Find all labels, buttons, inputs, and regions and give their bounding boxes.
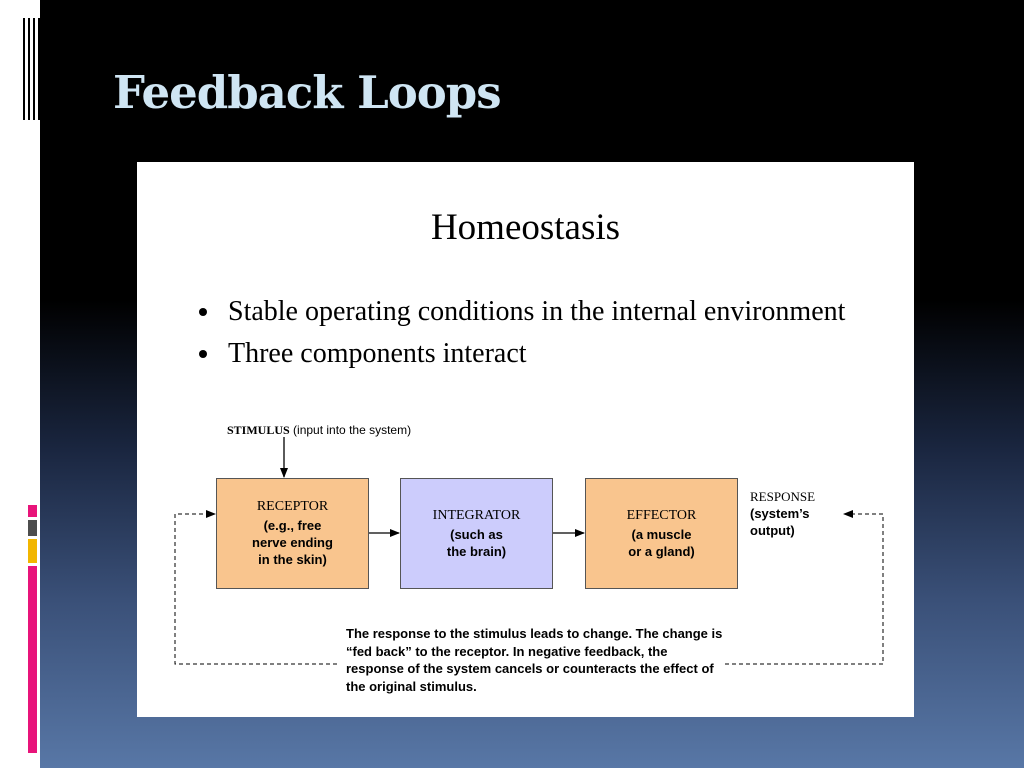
accent-bar-pink-long [28, 566, 37, 753]
integrator-title: INTEGRATOR [432, 507, 521, 523]
response-title: RESPONSE [750, 489, 816, 504]
effector-title: EFFECTOR [626, 507, 697, 523]
response-desc: (system’s output) [750, 506, 810, 538]
diagram-heading: Homeostasis [430, 207, 621, 248]
bullet-text: Stable operating conditions in the internal environment [228, 296, 846, 327]
slide-title: Feedback Loops [113, 66, 501, 119]
integrator-desc: (such as the brain) [446, 526, 507, 559]
decorative-lines [23, 18, 41, 120]
integrator-box [400, 478, 553, 589]
accent-bar-pink-top [28, 505, 37, 517]
diagram-panel [137, 162, 914, 717]
receptor-title: RECEPTOR [256, 499, 329, 514]
response-label [750, 489, 815, 539]
effector-box [585, 478, 738, 589]
stimulus-title: STIMULUS [227, 423, 290, 437]
accent-bar-gray [28, 520, 37, 536]
effector-desc: (a muscle or a gland) [628, 526, 695, 559]
bullet-text: Three components interact [228, 338, 527, 369]
stimulus-detail: (input into the system) [293, 423, 412, 437]
accent-bar-yellow [28, 539, 37, 563]
receptor-box [216, 478, 369, 589]
feedback-note: The response to the stimulus leads to change. The change is “fed back” to the receptor. In negative feedback, the response of the system cancels or counteracts the effect of the original stimulus. [346, 626, 723, 694]
receptor-desc: (e.g., free nerve ending in the skin) [252, 518, 333, 567]
accent-bars [28, 505, 37, 756]
